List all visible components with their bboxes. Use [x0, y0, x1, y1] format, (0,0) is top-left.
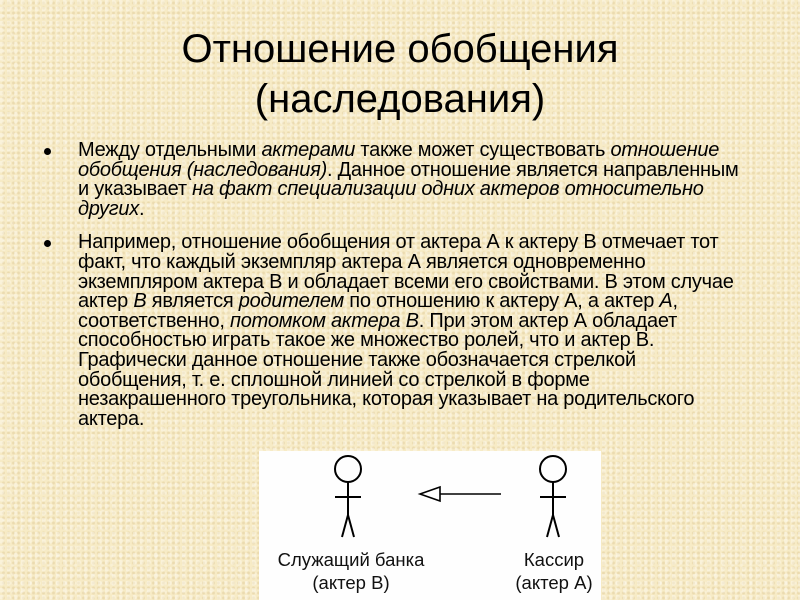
bullet-list — [40, 141, 740, 443]
bullet-dot-icon — [44, 240, 51, 247]
title-line-2: (наследования) — [254, 77, 546, 121]
text-segment: также может существовать — [355, 139, 611, 161]
generalization-arrow-icon — [420, 487, 501, 501]
actor-a-figure-icon — [540, 456, 566, 537]
bullet-item-1 — [40, 141, 740, 219]
text-segment: является — [146, 290, 239, 313]
bullet-text-2 — [78, 231, 734, 429]
actor-a-name: Кассир — [523, 549, 585, 570]
actor-a-caption — [507, 548, 601, 594]
actor-a-role: (актер А) — [515, 572, 593, 593]
text-segment: . — [139, 197, 145, 220]
bullet-text-1 — [78, 139, 738, 220]
actor-b-caption — [259, 548, 443, 594]
actor-b-name: Служащий банка — [277, 549, 425, 570]
text-segment: отношение обобщения (наследования) — [78, 139, 720, 181]
text-segment: , соответственно, — [78, 290, 678, 332]
bullet-item-2 — [40, 233, 740, 429]
text-segment: А — [659, 290, 673, 313]
text-segment: по отношению к актеру А, а актер — [343, 290, 660, 313]
text-segment: актерами — [261, 139, 356, 161]
bullet-dot-icon — [44, 148, 51, 155]
text-segment: Между отдельными — [78, 139, 262, 161]
generalization-diagram — [259, 451, 601, 600]
text-segment: родителем — [238, 290, 344, 313]
slide-title — [0, 24, 800, 124]
actor-b-role: (актер В) — [312, 572, 390, 593]
actor-b-figure-icon — [335, 456, 361, 537]
text-segment: на факт специализации одних актеров относительно других — [78, 178, 704, 220]
text-segment: Например, отношение обобщения от актера А к актеру В отмечает тот факт, что каждый экземпляр актера А является одновременно экземпляром актера В и обладает всеми его свойствами. В этом случае актер — [78, 231, 734, 313]
text-segment: . При этом актер А обладает способностью играть такое же множество ролей, что и актер В. Графически данное отношение также обозначается стрелкой обобщения, т. е. сплошной линией со стрелкой в форме незакрашенного треугольника, которая указывает на родительского актера. — [78, 309, 695, 430]
title-line-1: Отношение обобщения — [181, 27, 619, 71]
text-segment: В — [133, 290, 147, 313]
text-segment: потомком актера В — [230, 309, 419, 332]
text-segment: . Данное отношение является направленным и указывает — [78, 158, 739, 201]
